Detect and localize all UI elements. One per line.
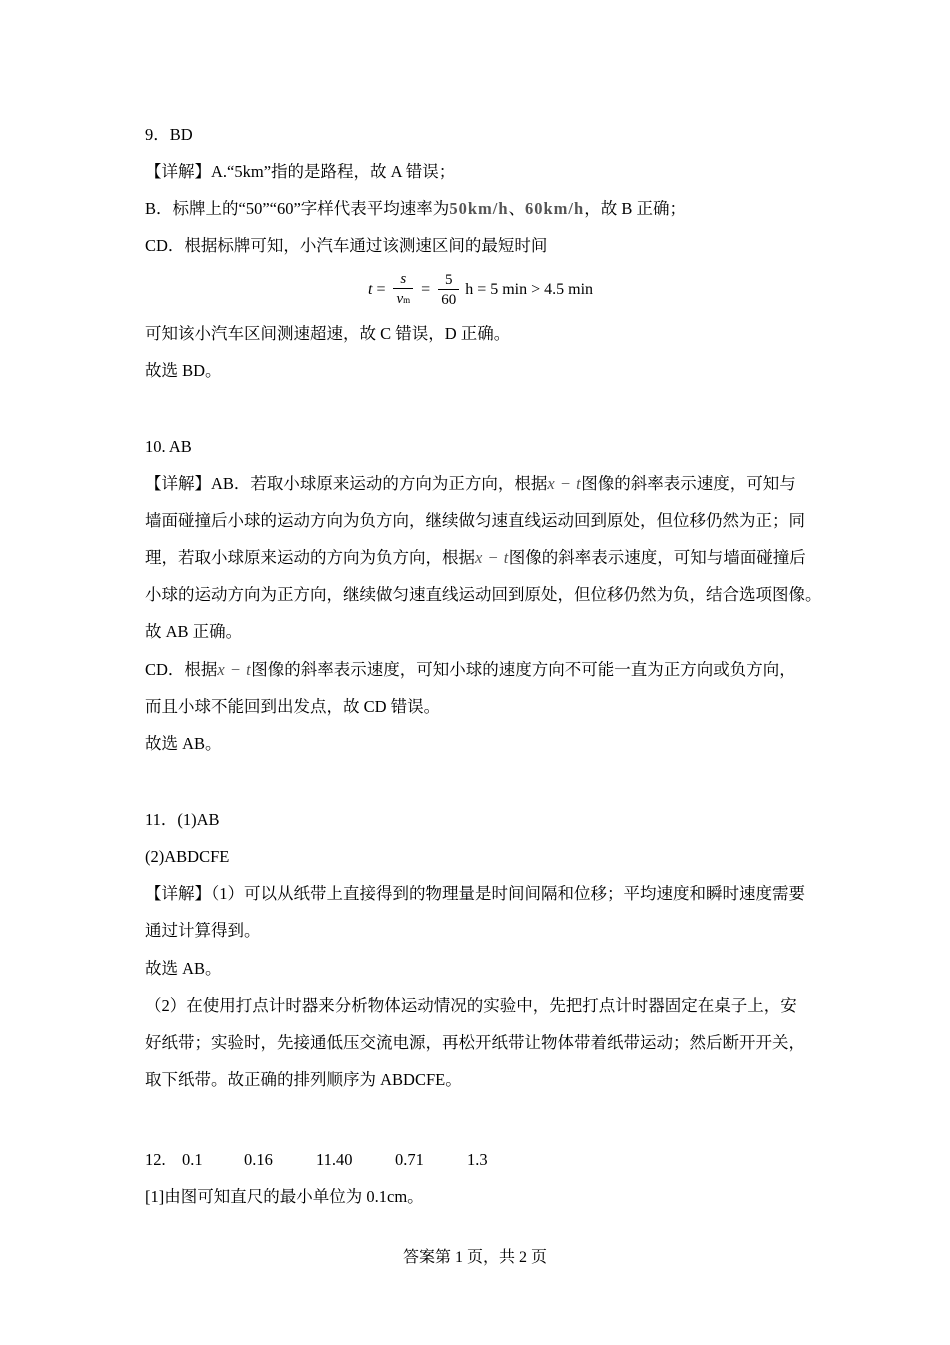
q11-detail-line2: 通过计算得到。 xyxy=(145,921,261,940)
fraction-denominator-v xyxy=(393,288,413,310)
q11-detail-line1: 【详解】（1）可以从纸带上直接得到的物理量是时间间隔和位移；平均速度和瞬时速度需要 xyxy=(145,884,805,903)
q10-detail-line2: 墙面碰撞后小球的运动方向为负方向，继续做匀速直线运动回到原处，但位移仍然为正；同 xyxy=(145,511,805,530)
fraction-numerator-s: s xyxy=(400,271,407,287)
q10-detail-line1 xyxy=(145,474,796,494)
q12-answer-5: 1.3 xyxy=(467,1150,488,1169)
q10-number: 10. AB xyxy=(145,437,192,456)
q11-number: 11．(1)AB xyxy=(145,810,220,829)
x-t-symbol: x − t xyxy=(475,548,509,567)
speed-50: 50km/h xyxy=(449,199,509,218)
q10-detail-line5: 故 AB 正确。 xyxy=(145,622,243,641)
q10-line1-end: 图像的斜率表示速度，可知与 xyxy=(581,474,796,493)
q9-detail-line2 xyxy=(145,199,686,219)
speed-60: 60km/h xyxy=(525,199,585,218)
q10-line1-text: 【详解】AB．若取小球原来运动的方向为正方向，根据 xyxy=(145,474,548,493)
fraction-denominator-60: 60 xyxy=(438,289,459,310)
q11-detail-line5: 取下纸带。故正确的排列顺序为 ABDCFE。 xyxy=(145,1070,462,1089)
q10-line3-end: 图像的斜率表示速度，可知与墙面碰撞后 xyxy=(508,548,806,567)
formula-t: t xyxy=(368,281,373,298)
q10-detail-line6 xyxy=(145,660,796,680)
q12-answer-1: 0.1 xyxy=(182,1150,203,1169)
q12-answer-4: 0.71 xyxy=(395,1150,424,1169)
q9-detail-line4: 可知该小汽车区间测速超速，故 C 错误，D 正确。 xyxy=(145,324,511,343)
page-footer: 答案第 1 页，共 2 页 xyxy=(402,1249,547,1266)
fraction-s-over-v xyxy=(393,270,413,310)
x-t-symbol: x − t xyxy=(217,660,252,679)
q11-detail-line4: 好纸带；实验时，先接通低压交流电源，再松开纸带让物体带着纸带运动；然后断开开关， xyxy=(145,1033,805,1052)
q11-detail-line3: （2）在使用打点计时器来分析物体运动情况的实验中，先把打点计时器固定在桌子上，安 xyxy=(145,996,797,1015)
q9-conclusion: 故选 BD。 xyxy=(145,361,222,380)
fraction-numerator-5: 5 xyxy=(444,271,453,288)
q9-line2-sep: 、 xyxy=(508,199,525,218)
formula-eq2: = xyxy=(421,281,431,298)
q12-detail-line1: [1]由图可知直尺的最小单位为 0.1cm。 xyxy=(145,1187,424,1206)
q10-detail-line7: 而且小球不能回到出发点，故 CD 错误。 xyxy=(145,697,441,716)
q9-detail-line1: 【详解】A.“5km”指的是路程，故 A 错误； xyxy=(145,162,456,181)
q9-line2-text: B．标牌上的“50”“60”字样代表平均速率为 xyxy=(145,199,450,218)
x-t-symbol: x − t xyxy=(547,474,582,493)
time-formula xyxy=(368,268,593,312)
fraction-5-over-60 xyxy=(438,271,459,310)
symbol-v: v xyxy=(396,291,404,307)
q9-detail-line3: CD．根据标牌可知，小汽车通过该测速区间的最短时间 xyxy=(145,236,548,255)
q11-answer2: (2)ABDCFE xyxy=(145,847,230,866)
q12-answer-3: 11.40 xyxy=(316,1150,353,1169)
q12-number: 12. xyxy=(145,1150,166,1169)
q10-line6-text: CD．根据 xyxy=(145,660,218,679)
q11-conclusion: 故选 AB。 xyxy=(145,959,222,978)
q9-line2-end: ，故 B 正确； xyxy=(584,199,686,218)
q10-conclusion: 故选 AB。 xyxy=(145,734,222,753)
formula-rest: h = 5 min > 4.5 min xyxy=(465,281,594,298)
q9-number: 9．BD xyxy=(145,125,193,144)
q10-line3-text: 理，若取小球原来运动的方向为负方向，根据 xyxy=(145,548,475,567)
symbol-v-subscript: m xyxy=(403,295,411,305)
q10-detail-line4: 小球的运动方向为正方向，继续做匀速直线运动回到原处，但位移仍然为负，结合选项图像。 xyxy=(145,585,822,604)
formula-eq1: = xyxy=(376,281,386,298)
q10-detail-line3 xyxy=(145,548,806,568)
q12-answer-2: 0.16 xyxy=(244,1150,273,1169)
q10-line6-end: 图像的斜率表示速度，可知小球的速度方向不可能一直为正方向或负方向， xyxy=(251,660,796,679)
